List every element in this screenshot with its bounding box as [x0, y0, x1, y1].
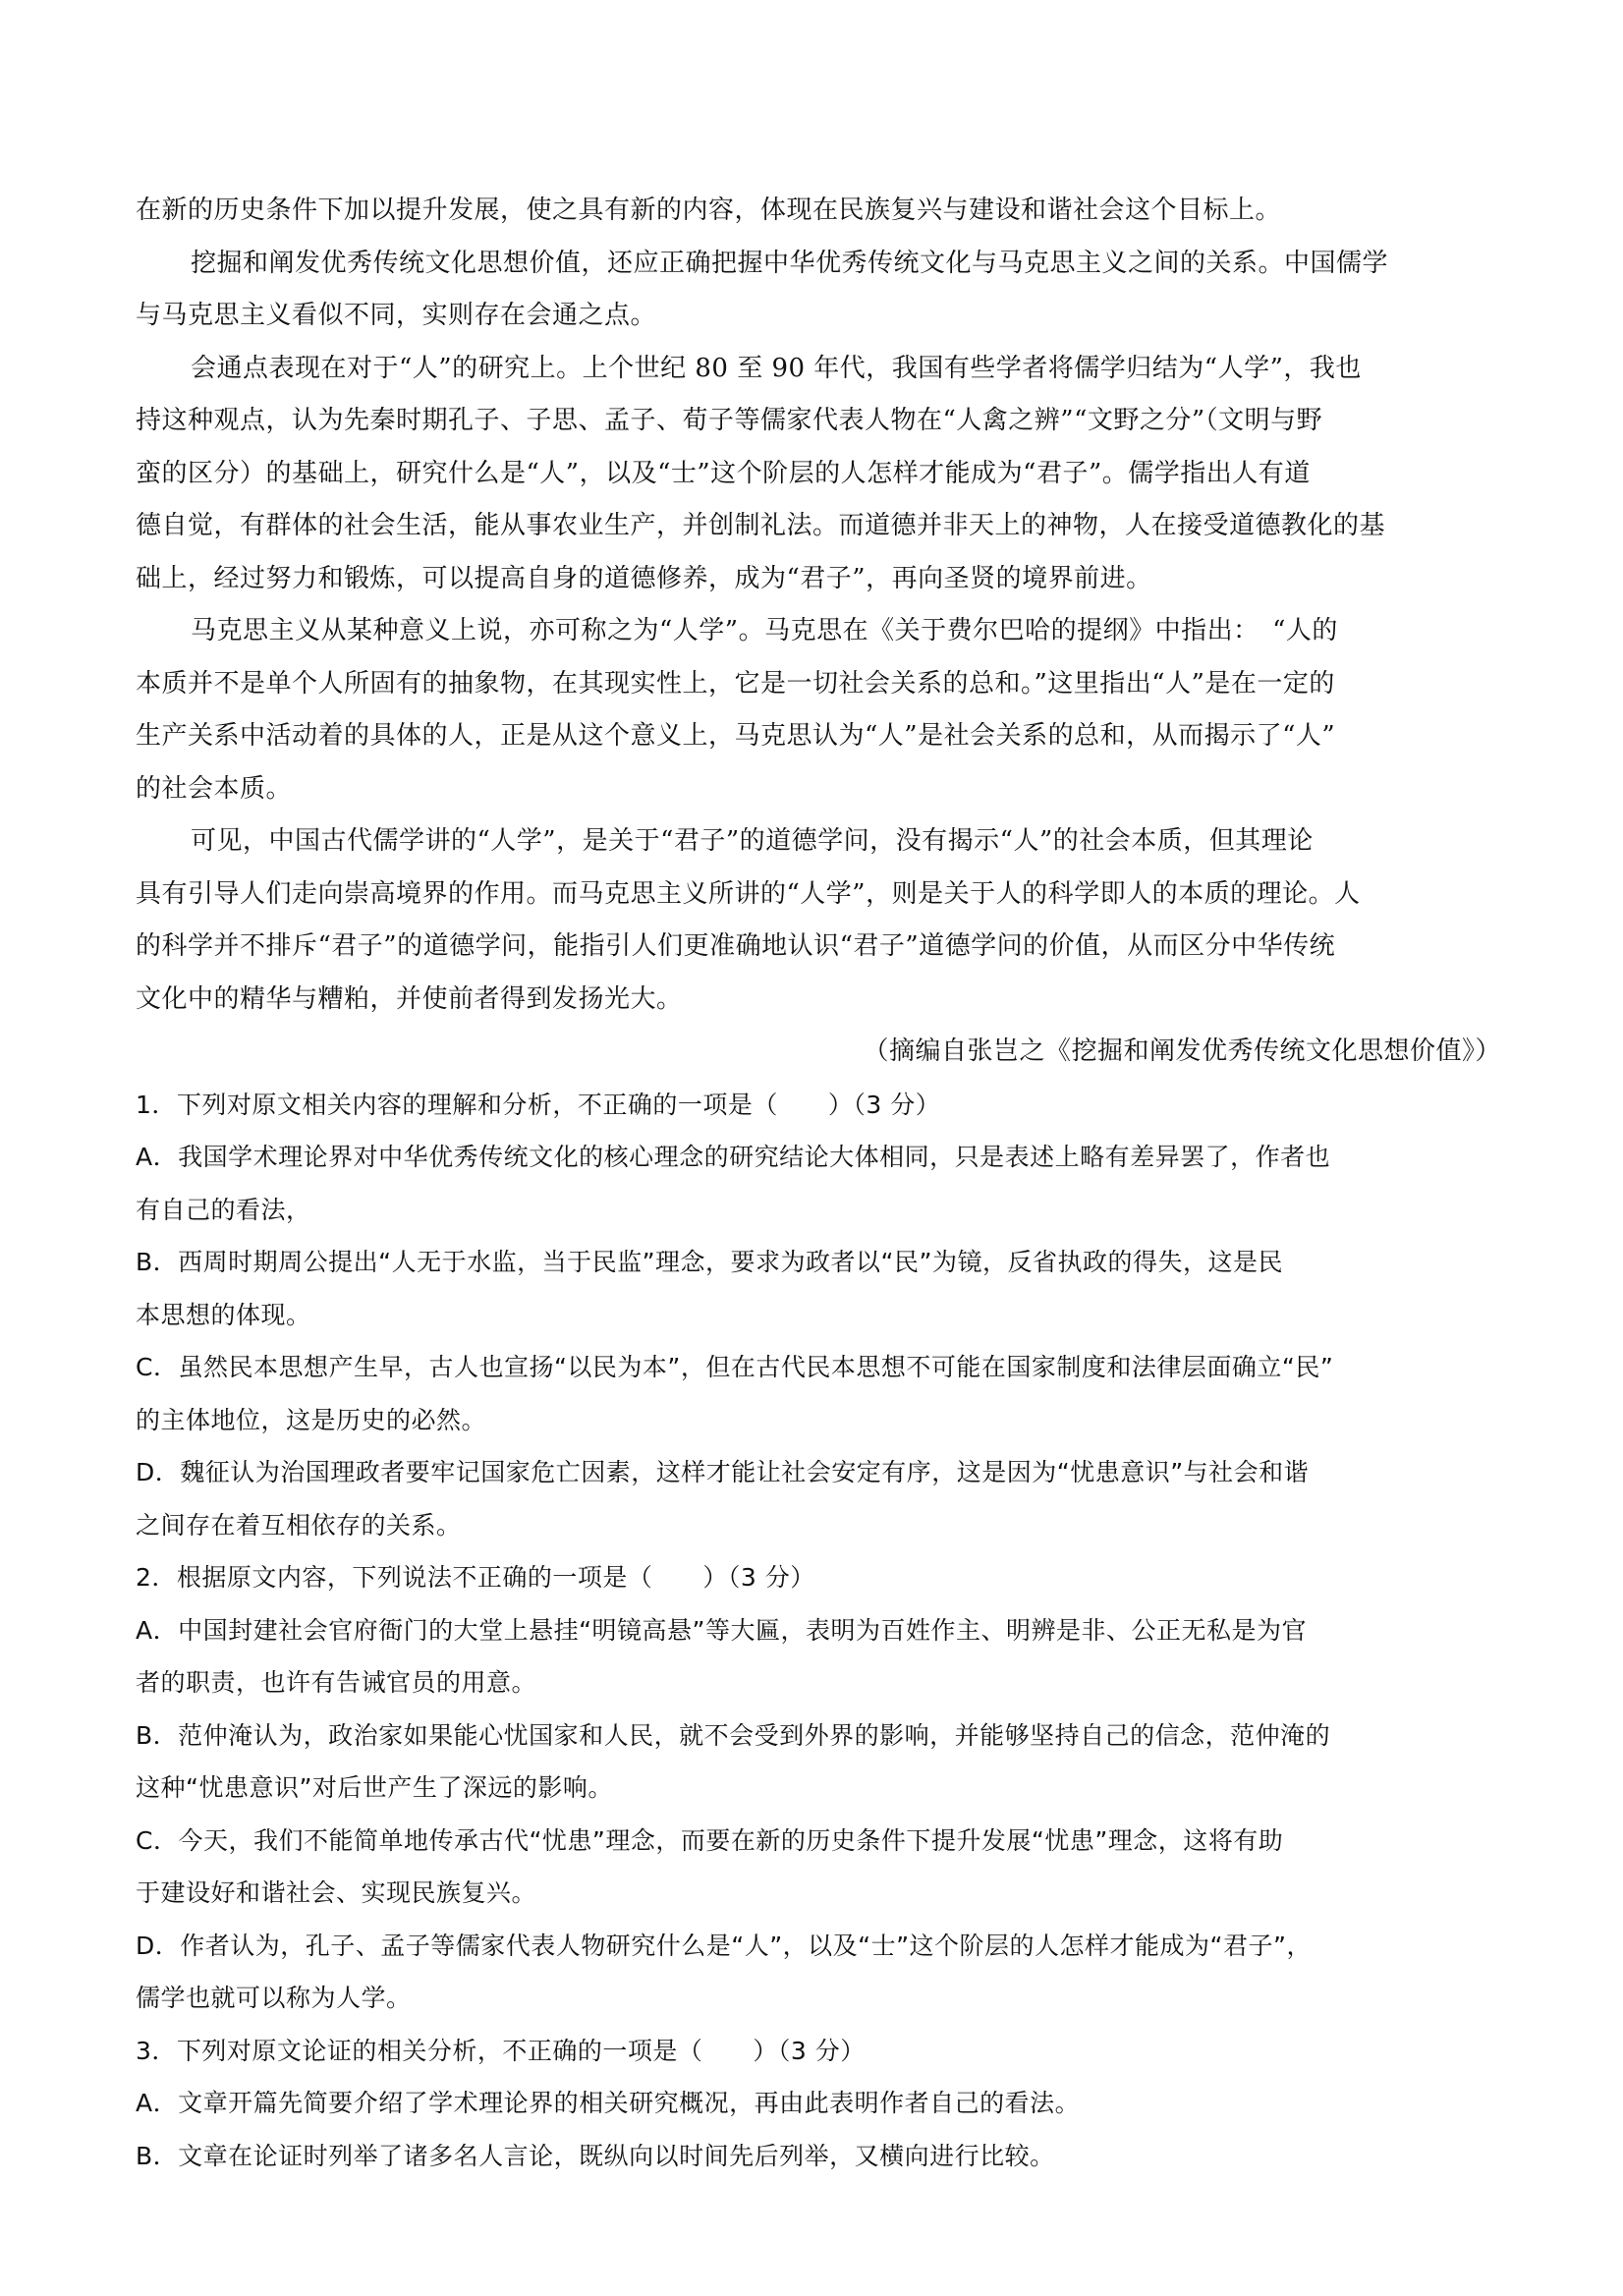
- exam-page: [136, 185, 1501, 2182]
- question-2-stem: 2．根据原文内容，下列说法不正确的一项是（ ）（3 分）: [136, 1563, 815, 1592]
- passage-line: 文化中的精华与糟粕，并使前者得到发扬光大。: [136, 983, 683, 1014]
- question-1-option-b: B．西周时期周公提出“人无于水监，当于民监”理念，要求为政者以“民”为镜，反省执政的得失，这是民: [136, 1248, 1283, 1276]
- passage-line: 在新的历史条件下加以提升发展，使之具有新的内容，体现在民族复兴与建设和谐社会这个目标上。: [136, 196, 1282, 225]
- question-2-option-a: A．中国封建社会官府衙门的大堂上悬挂“明镜高悬”等大匾，表明为百姓作主、明辨是非、公正无私是为官: [136, 1615, 1308, 1645]
- passage-line: 生产关系中活动着的具体的人，正是从这个意义上，马克思认为“人”是社会关系的总和，从而揭示了“人”: [136, 721, 1336, 751]
- question-3-option-b: B．文章在论证时列举了诸多名人言论，既纵向以时间先后列举，又横向进行比较。: [136, 2141, 1055, 2170]
- passage-line: 可见，中国古代儒学讲的“人学”，是关于“君子”的道德学问，没有揭示“人”的社会本质，但其理论: [191, 826, 1314, 856]
- question-3-option-a: A．文章开篇先简要介绍了学术理论界的相关研究概况，再由此表明作者自己的看法。: [136, 2089, 1081, 2117]
- question-1-option-c-cont: 的主体地位，这是历史的必然。: [136, 1405, 487, 1434]
- question-1-stem: 1．下列对原文相关内容的理解和分析，不正确的一项是（ ）（3 分）: [136, 1090, 941, 1119]
- passage-source: （摘编自张岂之《挖掘和阐发优秀传统文化思想价值》）: [863, 1036, 1501, 1066]
- passage-line: 马克思主义从某种意义上说，亦可称之为“人学”。马克思在《关于费尔巴哈的提纲》中指出： “人的: [191, 616, 1338, 645]
- question-1-option-d-cont: 之间存在着互相依存的关系。: [136, 1510, 462, 1540]
- question-2-option-d: D．作者认为，孔子、孟子等儒家代表人物研究什么是“人”，以及“士”这个阶层的人怎样才能成为“君子”，: [136, 1931, 1312, 1960]
- question-2-option-b: B．范仲淹认为，政治家如果能心忧国家和人民，就不会受到外界的影响，并能够坚持自己的信念，范仲淹的: [136, 1720, 1331, 1750]
- question-1-option-b-cont: 本思想的体现。: [136, 1300, 311, 1329]
- passage-line: 挖掘和阐发优秀传统文化思想价值，还应正确把握中华优秀传统文化与马克思主义之间的关系。中国儒学: [191, 248, 1389, 278]
- passage-line: 会通点表现在对于“人”的研究上。上个世纪 80 至 90 年代，我国有些学者将儒学归结为“人学”，我也: [191, 353, 1362, 383]
- passage-line: 础上，经过努力和锻炼，可以提高自身的道德修养，成为“君子”，再向圣贤的境界前进。: [136, 563, 1152, 593]
- question-2-option-d-cont: 儒学也就可以称为人学。: [136, 1984, 412, 2012]
- question-2-option-c-cont: 于建设好和谐社会、实现民族复兴。: [136, 1878, 537, 1907]
- question-1-option-a: A．我国学术理论界对中华优秀传统文化的核心理念的研究结论大体相同，只是表述上略有差异罢了，作者也: [136, 1143, 1331, 1171]
- question-2-option-b-cont: 这种“忧患意识”对后世产生了深远的影响。: [136, 1773, 613, 1802]
- passage-line: 德自觉，有群体的社会生活，能从事农业生产，并创制礼法。而道德并非天上的神物，人在接受道德教化的基: [136, 511, 1386, 540]
- passage-line: 本质并不是单个人所固有的抽象物，在其现实性上，它是一切社会关系的总和。”这里指出“人”是在一定的: [136, 668, 1335, 699]
- question-1-option-c: C．虽然民本思想产生早，古人也宣扬“以民为本”，但在古代民本思想不可能在国家制度和法律层面确立“民”: [136, 1353, 1334, 1381]
- question-3-stem: 3．下列对原文论证的相关分析，不正确的一项是（ ）（3 分）: [136, 2036, 866, 2065]
- passage-line: 与马克思主义看似不同，实则存在会通之点。: [136, 301, 657, 330]
- question-1-option-a-cont: 有自己的看法，: [136, 1195, 311, 1224]
- passage-line: 蛮的区分）的基础上，研究什么是“人”，以及“士”这个阶层的人怎样才能成为“君子”。儒学指出人有道: [136, 458, 1311, 488]
- passage-line: 具有引导人们走向崇高境界的作用。而马克思主义所讲的“人学”，则是关于人的科学即人的本质的理论。人: [136, 878, 1361, 909]
- passage-line: 持这种观点，认为先秦时期孔子、子思、孟子、荀子等儒家代表人物在“人禽之辨”“文野之分”（文明与野: [136, 406, 1323, 435]
- question-1-option-d: D．魏征认为治国理政者要牢记国家危亡因素，这样才能让社会安定有序，这是因为“忧患意识”与社会和谐: [136, 1458, 1310, 1486]
- passage-line: 的社会本质。: [136, 773, 293, 804]
- passage-line: 的科学并不排斥“君子”的道德学问，能指引人们更准确地认识“君子”道德学问的价值，从而区分中华传统: [136, 931, 1336, 961]
- question-2-option-a-cont: 者的职责，也许有告诫官员的用意。: [136, 1668, 537, 1697]
- question-2-option-c: C．今天，我们不能简单地传承古代“忧患”理念，而要在新的历史条件下提升发展“忧患”理念，这将有助: [136, 1825, 1284, 1855]
